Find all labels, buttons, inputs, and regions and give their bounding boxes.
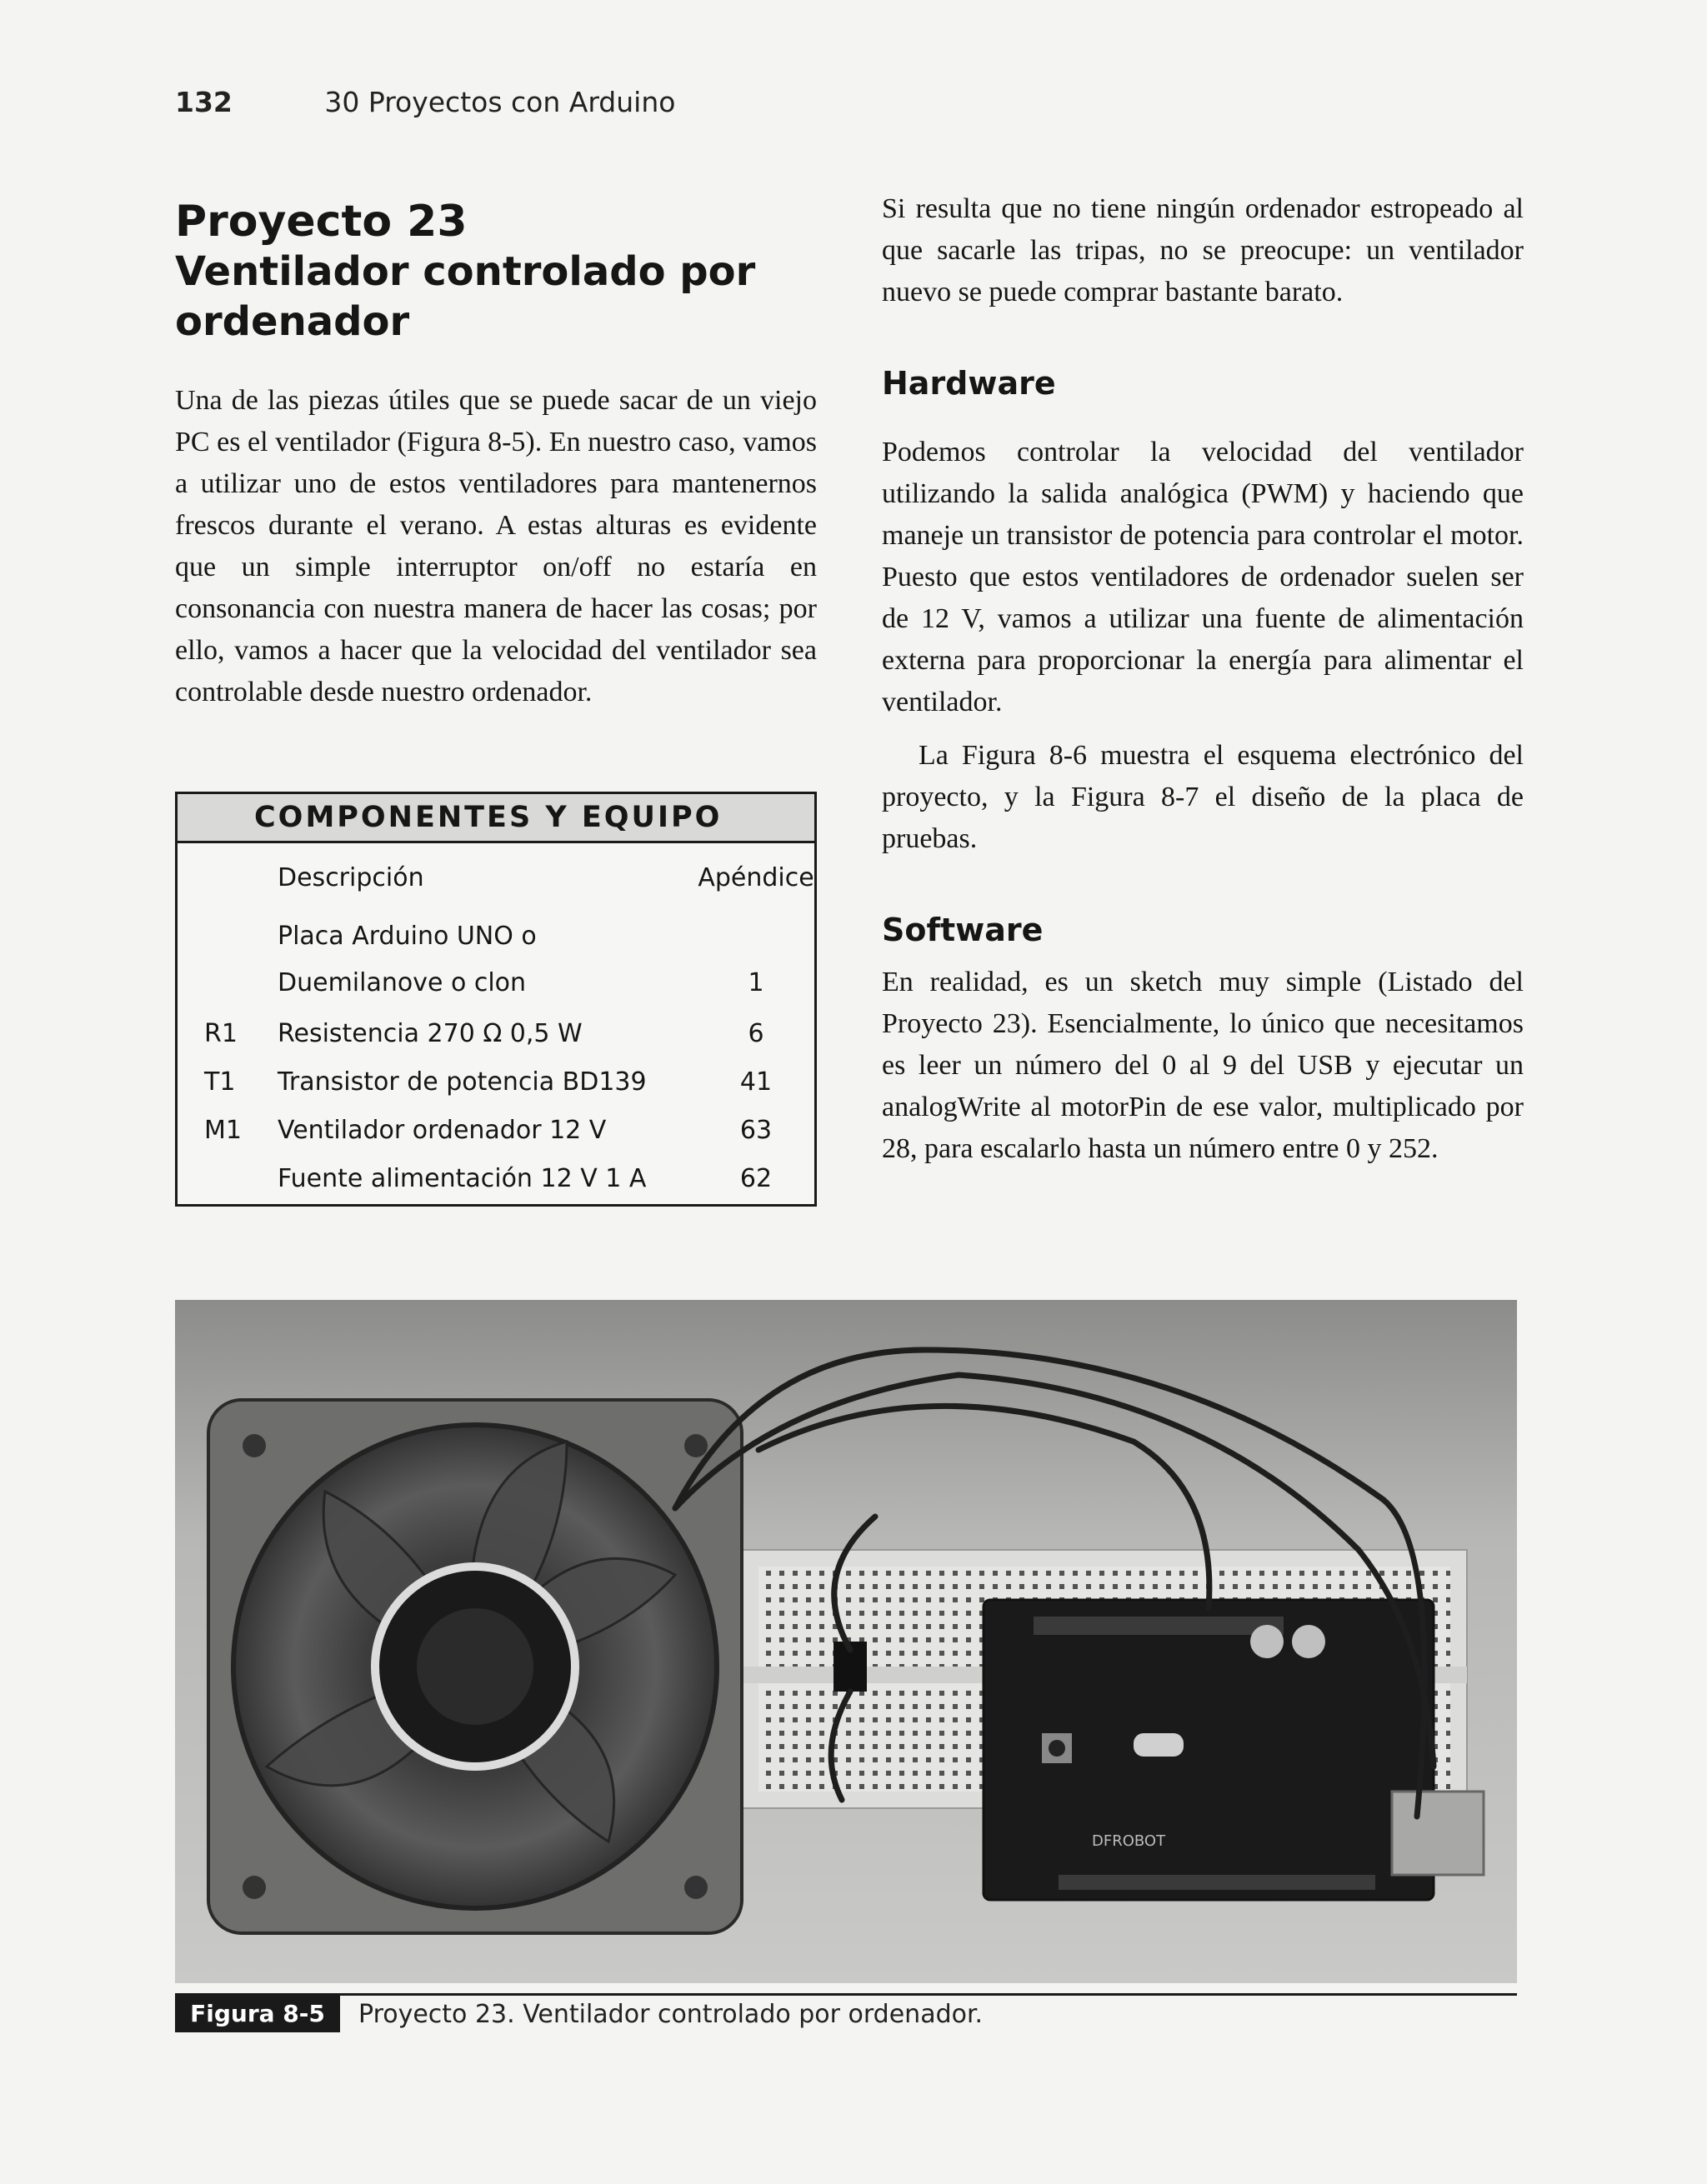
- project-title: Proyecto 23: [175, 197, 468, 247]
- figure-label: Figura 8-5: [175, 1996, 340, 2032]
- right-paragraph-1: Si resulta que no tiene ningún ordenador estropeado al que sacarle las tripas, no se preocupe: un ventilador nuevo se puede comprar bastante barato.: [882, 193, 1524, 307]
- figure-photo: [175, 1300, 1517, 1983]
- component-desc: Placa Arduino UNO o: [278, 922, 537, 951]
- hardware-paragraph-2: La Figura 8-6 muestra el esquema electrónico del proyecto, y la Figura 8-7 el diseño de la placa de pruebas.: [882, 740, 1524, 854]
- components-table: [178, 843, 814, 1203]
- figure-rule: [175, 1993, 1517, 1996]
- software-paragraph-1: En realidad, es un sketch muy simple (Listado del Proyecto 23). Esencialmente, lo único que necesitamos es leer un número del 0 al 9 del USB y ejecutar un analogWrite al motorPin de ese valor, multiplicado por 28, para escalarlo hasta un número entre 0 y 252.: [882, 967, 1524, 1164]
- page-number: 132: [175, 86, 233, 118]
- components-header-row: [178, 843, 814, 913]
- table-row: [178, 1107, 814, 1155]
- table-row: [178, 1058, 814, 1107]
- component-appendix: 1: [748, 968, 764, 997]
- component-appendix: 41: [739, 1067, 773, 1097]
- component-desc: Duemilanove o clon: [278, 968, 527, 997]
- left-column: [175, 197, 817, 713]
- component-desc: Fuente alimentación 12 V 1 A: [278, 1164, 647, 1193]
- right-column: [882, 188, 1524, 1170]
- components-title: COMPONENTES Y EQUIPO: [178, 794, 814, 843]
- hardware-paragraph-1: Podemos controlar la velocidad del ventilador utilizando la salida analógica (PWM) y haciendo que maneje un transistor de potencia para controlar el motor. Puesto que estos ventiladores de ordenador suelen ser de 12 V, vamos a utilizar una fuente de alimentación externa para proporcionar la energía para alimentar el ventilador.: [882, 437, 1524, 717]
- intro-paragraph: Una de las piezas útiles que se puede sacar de un viejo PC es el ventilador (Figura 8-5). En nuestro caso, vamos a utilizar uno de estos ventiladores para mantenernos frescos durante el verano. A estas alturas es evidente que un simple interruptor on/off no estaría en consonancia con nuestra manera de hacer las cosas; por ello, vamos a hacer que la velocidad del ventilador sea controlable desde nuestro ordenador.: [175, 385, 817, 707]
- project-subtitle-line2: ordenador: [175, 298, 410, 345]
- table-row: [178, 913, 814, 1010]
- component-appendix: 6: [748, 1019, 764, 1048]
- fan-arduino-photo: [175, 1300, 1517, 1983]
- component-ref: T1: [204, 1067, 236, 1097]
- column-header-description: Descripción: [278, 863, 424, 892]
- table-row: [178, 1155, 814, 1203]
- component-ref: [178, 1155, 278, 1203]
- project-subtitle-line1: Ventilador controlado por: [175, 248, 756, 295]
- component-appendix: 63: [739, 1116, 773, 1145]
- running-header: [175, 86, 675, 118]
- component-desc: Resistencia 270 Ω 0,5 W: [278, 1019, 583, 1048]
- component-desc: Transistor de potencia BD139: [278, 1067, 647, 1097]
- book-title: 30 Proyectos con Arduino: [324, 86, 676, 118]
- components-box: [175, 792, 817, 1207]
- board-label: DFROBOT: [1092, 1832, 1166, 1850]
- table-row: [178, 1010, 814, 1058]
- hardware-heading: Hardware: [882, 365, 1056, 402]
- software-heading: Software: [882, 912, 1044, 948]
- component-desc: Ventilador ordenador 12 V: [278, 1116, 607, 1145]
- component-appendix: 62: [739, 1164, 773, 1193]
- component-ref: M1: [204, 1116, 242, 1145]
- figure-caption: Proyecto 23. Ventilador controlado por ordenador.: [358, 2000, 984, 2029]
- column-header-appendix: Apéndice: [698, 863, 814, 892]
- component-ref: R1: [204, 1019, 238, 1048]
